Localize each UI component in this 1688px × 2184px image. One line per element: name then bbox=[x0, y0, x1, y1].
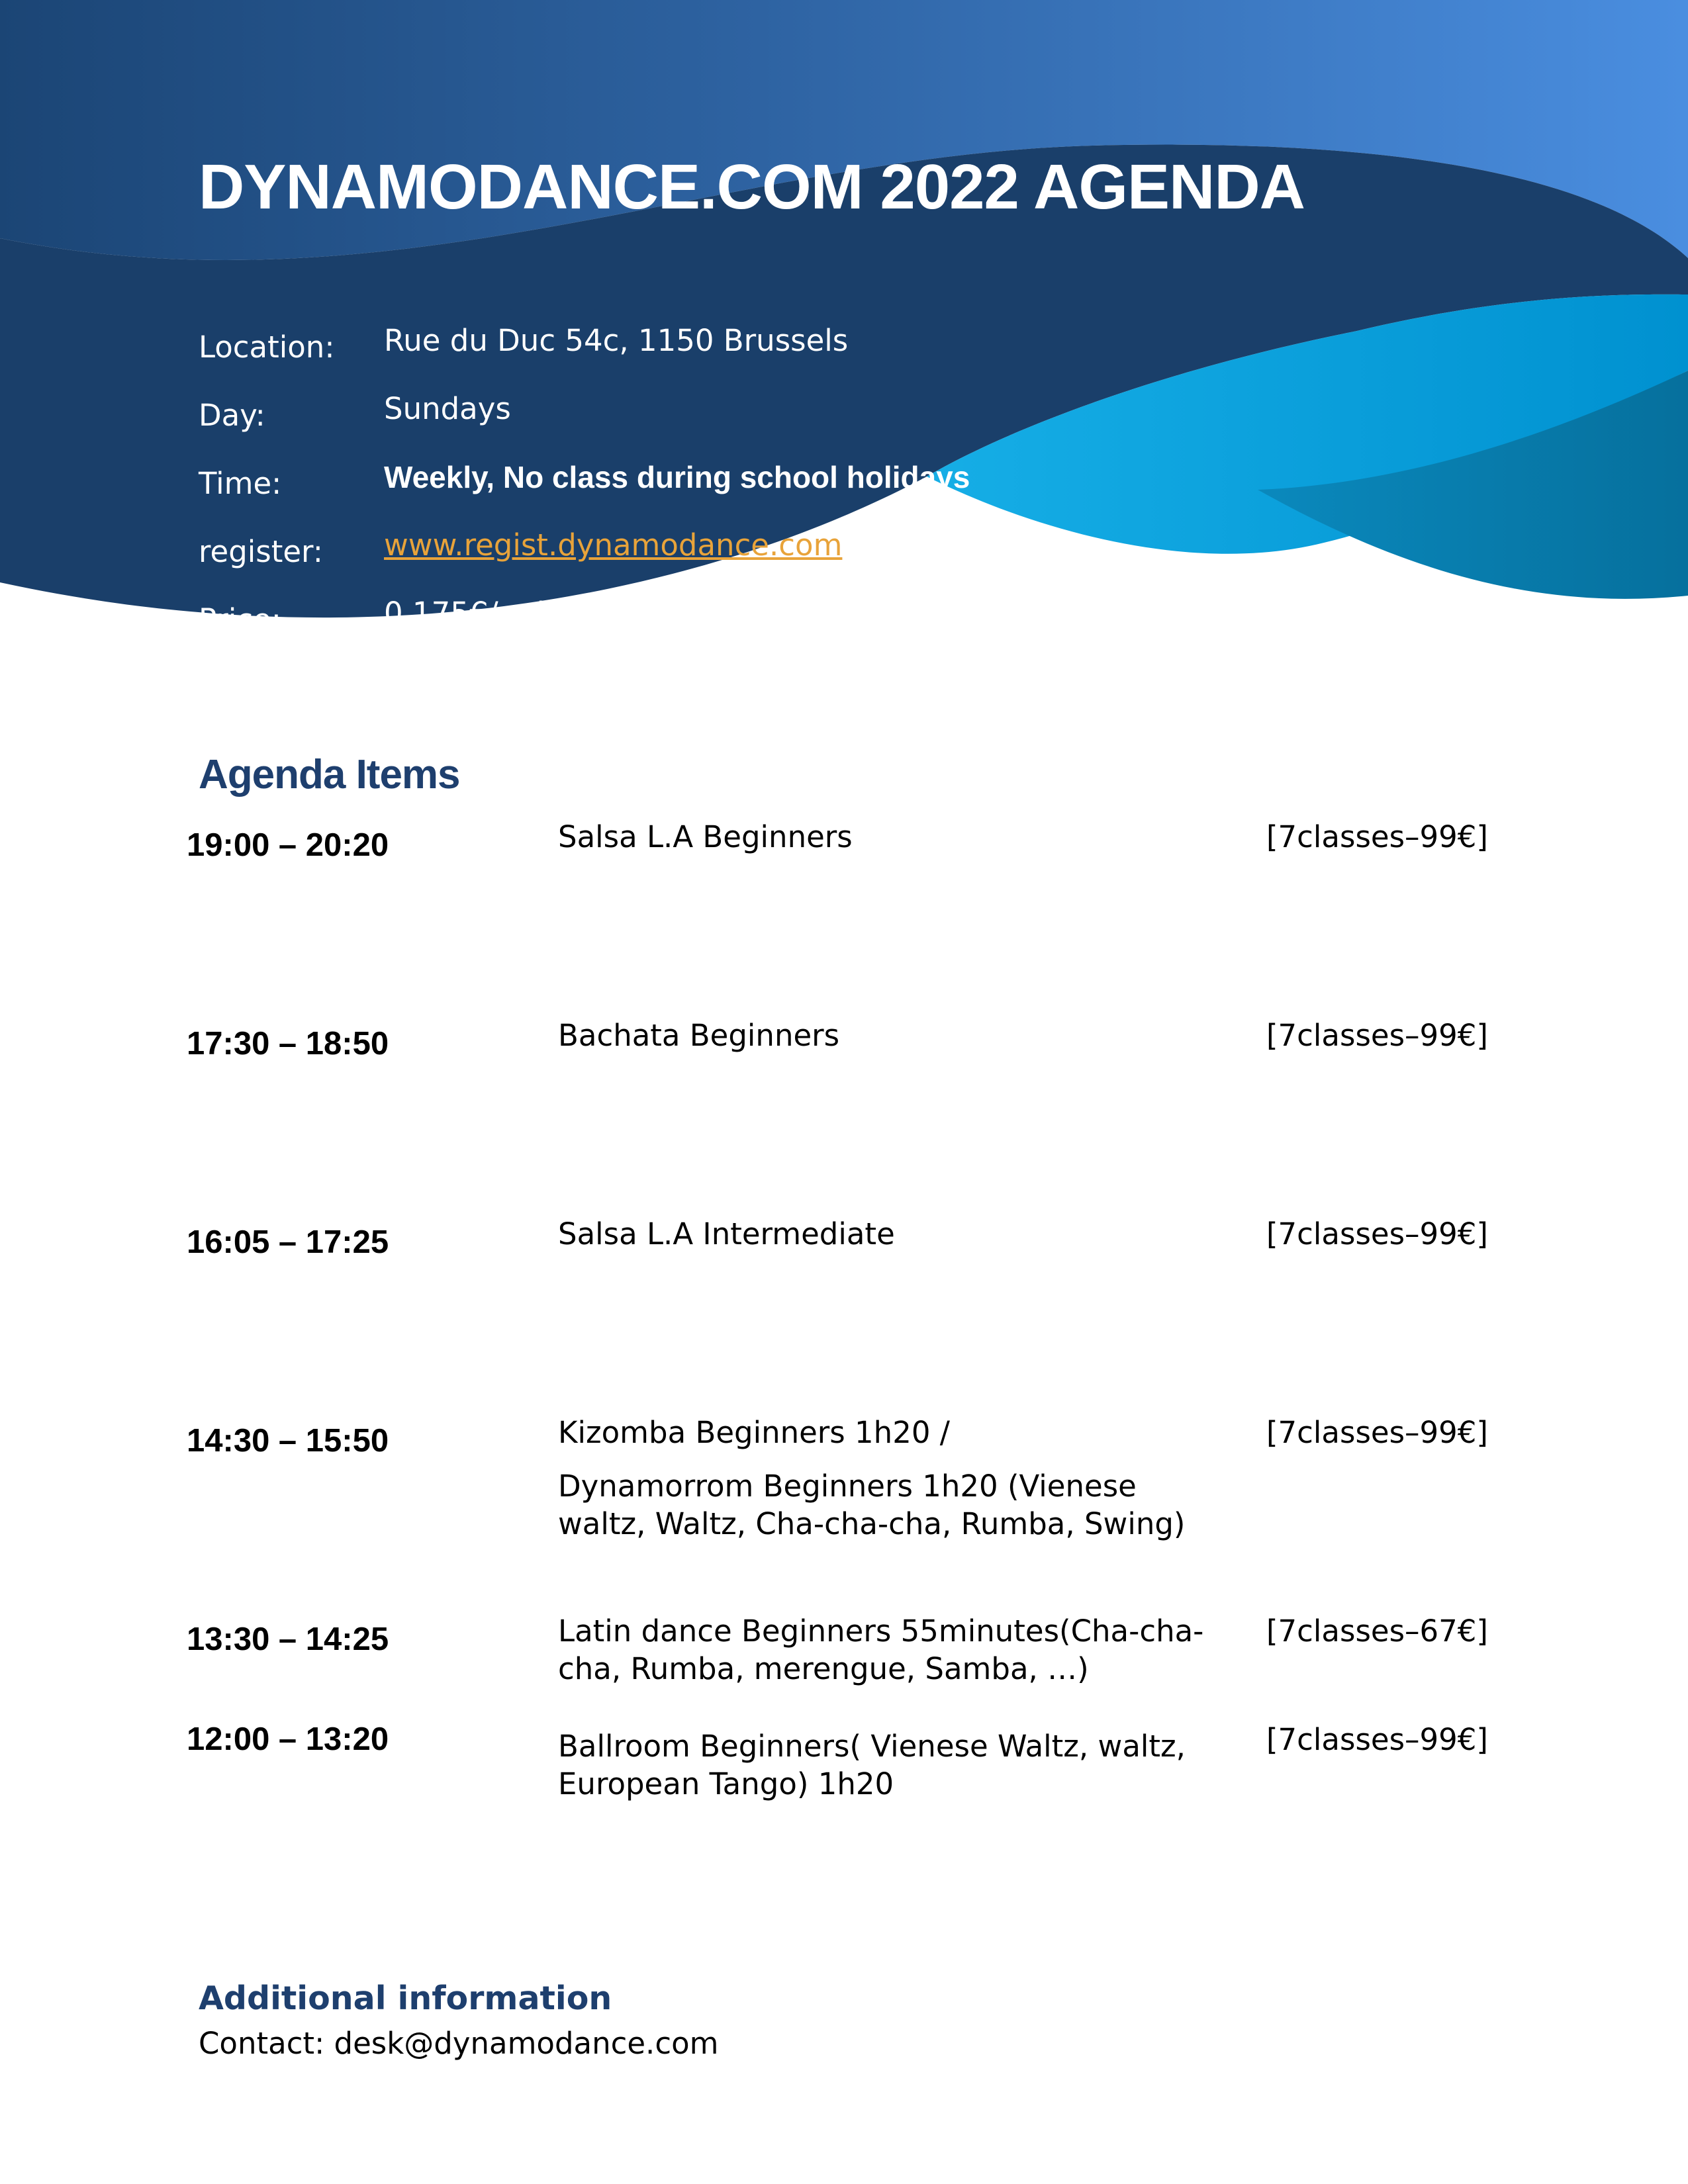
agenda-description bbox=[558, 818, 1207, 856]
day-label: Day: bbox=[199, 398, 265, 433]
day-value: Sundays bbox=[384, 391, 511, 426]
location-value: Rue du Duc 54c, 1150 Brussels bbox=[384, 323, 849, 358]
agenda-description-line: Latin dance Beginners 55minutes(Cha-cha-cha, Rumba, merengue, Samba, …) bbox=[558, 1614, 1204, 1686]
agenda-description bbox=[558, 1612, 1207, 1688]
agenda-time: 14:30 – 15:50 bbox=[187, 1423, 389, 1459]
register-label: register: bbox=[199, 534, 323, 569]
agenda-time: 17:30 – 18:50 bbox=[187, 1026, 389, 1062]
time-value: Weekly, No class during school holidays bbox=[384, 460, 970, 494]
agenda-description-line: Bachata Beginners bbox=[558, 1018, 840, 1053]
agenda-time: 16:05 – 17:25 bbox=[187, 1224, 389, 1260]
additional-info-title: Additional information bbox=[199, 1979, 612, 2017]
agenda-price: [7classes–99€] bbox=[1266, 1722, 1488, 1757]
agenda-price: [7classes–99€] bbox=[1266, 819, 1488, 854]
contact-info: Contact: desk@dynamodance.com bbox=[199, 2026, 719, 2061]
agenda-description-line: Dynamorrom Beginners 1h20 (Vienese waltz, Waltz, Cha-cha-cha, Rumba, Swing) bbox=[558, 1469, 1186, 1541]
agenda-time: 13:30 – 14:25 bbox=[187, 1621, 389, 1657]
agenda-price: [7classes–99€] bbox=[1266, 1415, 1488, 1450]
agenda-description bbox=[558, 1414, 1207, 1543]
price-label: Price: bbox=[199, 602, 281, 637]
agenda-item bbox=[0, 1017, 1688, 1116]
agenda-description-line: Kizomba Beginners 1h20 / bbox=[558, 1415, 950, 1450]
agenda-item bbox=[0, 818, 1688, 917]
agenda-item bbox=[0, 1721, 1688, 1827]
agenda-description bbox=[558, 1017, 1207, 1054]
agenda-description bbox=[558, 1727, 1207, 1803]
agenda-item bbox=[0, 1215, 1688, 1314]
agenda-time: 12:00 – 13:20 bbox=[187, 1721, 389, 1757]
page-title: DYNAMODANCE.COM 2022 AGENDA bbox=[199, 152, 1305, 222]
agenda-time: 19:00 – 20:20 bbox=[187, 827, 389, 863]
agenda-price: [7classes–99€] bbox=[1266, 1018, 1488, 1053]
time-label: Time: bbox=[199, 466, 282, 501]
agenda-description bbox=[558, 1215, 1207, 1253]
agenda-price: [7classes–67€] bbox=[1266, 1614, 1488, 1649]
register-link[interactable]: www.regist.dynamodance.com bbox=[384, 527, 843, 563]
location-label: Location: bbox=[199, 330, 335, 365]
agenda-description-line: Ballroom Beginners( Vienese Waltz, waltz, European Tango) 1h20 bbox=[558, 1729, 1186, 1801]
agenda-item bbox=[0, 1414, 1688, 1546]
agenda-price: [7classes–99€] bbox=[1266, 1216, 1488, 1251]
agenda-description-line: Salsa L.A Intermediate bbox=[558, 1216, 895, 1251]
price-value: 0,175€/ minute bbox=[384, 596, 613, 631]
agenda-item bbox=[0, 1612, 1688, 1711]
agenda-section-title: Agenda Items bbox=[199, 752, 460, 797]
agenda-description-line: Salsa L.A Beginners bbox=[558, 819, 853, 854]
